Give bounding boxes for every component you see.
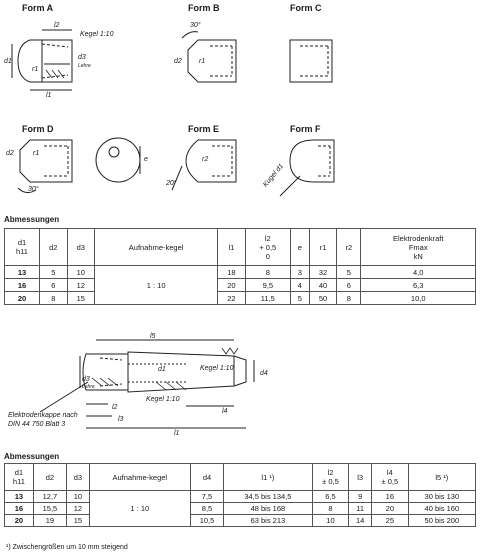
form-a-d3-sub: Lehre [78, 63, 91, 69]
table1-cell: 5 [337, 266, 361, 279]
table1-cell: 8 [40, 292, 68, 305]
table1-cell: 18 [218, 266, 246, 279]
table2-cell: 30 bis 130 [408, 491, 475, 503]
assembly-l5-label: l5 [150, 333, 156, 340]
form-d-d2-label: d2 [6, 150, 14, 157]
assembly-l3-label: l3 [118, 416, 124, 423]
table1-cell: 8 [245, 266, 290, 279]
table1-cell: 22 [218, 292, 246, 305]
table2-footnote: ¹) Zwischengrößen um 10 mm steigend [6, 544, 128, 551]
assembly-d3-label: d3 [82, 376, 90, 383]
form-f-title: Form F [290, 124, 321, 134]
form-d-drawing [18, 138, 140, 193]
table-row [5, 515, 476, 527]
table-row [5, 266, 476, 279]
table1-kegel-cell: 1 : 10 [95, 266, 218, 305]
form-f-drawing [280, 140, 334, 196]
table1-cell: 9,5 [245, 279, 290, 292]
table1-header-l1: l1 [218, 229, 246, 266]
table1-cell: 32 [309, 266, 337, 279]
table2-cell: 10 [67, 491, 90, 503]
table2-cell: 12,7 [33, 491, 66, 503]
form-d-angle-label: 30° [28, 186, 39, 193]
table2 [4, 463, 476, 527]
table2-cell: 14 [349, 515, 372, 527]
table1-cell: 50 [309, 292, 337, 305]
table2-cell: 13 [5, 491, 34, 503]
table2-cell: 7,5 [190, 491, 223, 503]
table1-header-e: e [290, 229, 309, 266]
table2-cell: 16 [371, 491, 408, 503]
form-e-r2-label: r2 [202, 156, 209, 163]
table2-cell: 12 [67, 503, 90, 515]
table1-cell: 20 [218, 279, 246, 292]
table1-cell: 6,3 [361, 279, 476, 292]
assembly-drawing [0, 326, 480, 446]
table2-cell: 25 [371, 515, 408, 527]
assembly-d3-sub: Lehre [82, 384, 95, 390]
table2-cell: 10,5 [190, 515, 223, 527]
table2-header-d3: d3 [67, 464, 90, 491]
table2-cell: 34,5 bis 134,5 [224, 491, 312, 503]
form-d-title: Form D [22, 124, 54, 134]
table1-cell: 10 [67, 266, 95, 279]
table2-cell: 20 [371, 503, 408, 515]
form-b-drawing [182, 32, 236, 82]
table1-cell: 10,0 [361, 292, 476, 305]
assembly-l4-label: l4 [222, 408, 228, 415]
form-a-d3-label: d3 [78, 54, 86, 61]
table1-header-l2: l2 + 0,5 0 [245, 229, 290, 266]
form-e-drawing [172, 140, 236, 190]
table1-header-d1: d1 h11 [5, 229, 40, 266]
assembly-kegel-bottom-label: Kegel 1:10 [146, 396, 180, 403]
table1-cell: 11,5 [245, 292, 290, 305]
table1 [4, 228, 476, 305]
table2-header-d1: d1 h11 [5, 464, 34, 491]
form-d-r1-label: r1 [33, 150, 40, 157]
form-b-d2-label: d2 [174, 58, 182, 65]
table1-header-r2: r2 [337, 229, 361, 266]
table2-cell: 63 bis 213 [224, 515, 312, 527]
table1-cell: 5 [290, 292, 309, 305]
table2-cell: 16 [5, 503, 34, 515]
table1-header-d2: d2 [40, 229, 68, 266]
table2-header-l3: l3 [349, 464, 372, 491]
table2-cell: 20 [5, 515, 34, 527]
table1-cell: 40 [309, 279, 337, 292]
table1-cell: 20 [5, 292, 40, 305]
table2-cell: 15 [67, 515, 90, 527]
table1-cell: 6 [337, 279, 361, 292]
table1-header-r1: r1 [309, 229, 337, 266]
form-d-e-label: e [144, 156, 148, 163]
table1-cell: 13 [5, 266, 40, 279]
table2-header-d4: d4 [190, 464, 223, 491]
form-a-r1-label: r1 [32, 66, 39, 73]
table2-cell: 19 [33, 515, 66, 527]
form-c-title: Form C [290, 3, 322, 13]
table1-header-d3: d3 [67, 229, 95, 266]
table2-header-l2: l2 ± 0,5 [312, 464, 349, 491]
table2-kegel-cell: 1 : 10 [89, 491, 190, 527]
assembly-d1-label: d1 [158, 366, 166, 373]
table1-cell: 15 [67, 292, 95, 305]
assembly-note-line1: Elektrodenkappe nach [8, 412, 78, 419]
table2-cell: 6,5 [312, 491, 349, 503]
table2-cell: 10 [312, 515, 349, 527]
form-a-l1-label: l1 [46, 92, 52, 99]
table1-cell: 5 [40, 266, 68, 279]
table1-section-title: Abmessungen [4, 215, 60, 224]
form-a-d1-label: d1 [4, 58, 12, 65]
table1-cell: 4 [290, 279, 309, 292]
table1-header-kegel: Aufnahme-kegel [95, 229, 218, 266]
table2-cell: 15,5 [33, 503, 66, 515]
table2-cell: 48 bis 168 [224, 503, 312, 515]
assembly-note-line2: DIN 44 750 Blatt 3 [8, 421, 66, 428]
form-e-angle-label: 20° [166, 180, 177, 187]
table1-header-force: Elektrodenkraft Fmax kN [361, 229, 476, 266]
table2-header-kegel: Aufnahme-kegel [89, 464, 190, 491]
assembly-kegel-top-label: Kegel 1:10 [200, 365, 234, 372]
form-b-angle-label: 30° [190, 22, 201, 29]
form-a-l2-label: l2 [54, 22, 60, 29]
assembly-d4-label: d4 [260, 370, 268, 377]
form-b-r1-label: r1 [199, 58, 206, 65]
table1-cell: 3 [290, 266, 309, 279]
table-row [5, 491, 476, 503]
table1-cell: 4,0 [361, 266, 476, 279]
table2-cell: 8 [312, 503, 349, 515]
table2-header-l5: l5 ¹) [408, 464, 475, 491]
table2-cell: 9 [349, 491, 372, 503]
table2-header-l4: l4 ± 0,5 [371, 464, 408, 491]
form-a-title: Form A [22, 3, 54, 13]
table2-cell: 40 bis 160 [408, 503, 475, 515]
table2-cell: 8,5 [190, 503, 223, 515]
table2-cell: 11 [349, 503, 372, 515]
table2-cell: 50 bis 200 [408, 515, 475, 527]
table2-section-title: Abmessungen [4, 452, 60, 461]
table1-cell: 12 [67, 279, 95, 292]
table-row [5, 292, 476, 305]
assembly-l1-label: l1 [174, 430, 180, 437]
table-row [5, 279, 476, 292]
forms-drawings [0, 0, 480, 210]
form-a-drawing [12, 30, 72, 90]
table2-header-d2: d2 [33, 464, 66, 491]
table1-cell: 8 [337, 292, 361, 305]
form-a-kegel-label: Kegel 1:10 [80, 31, 114, 38]
table-row [5, 503, 476, 515]
table2-header-l1: l1 ¹) [224, 464, 312, 491]
form-e-title: Form E [188, 124, 220, 134]
form-b-title: Form B [188, 3, 220, 13]
table1-cell: 6 [40, 279, 68, 292]
table1-cell: 16 [5, 279, 40, 292]
form-f-kugel-label: Kugel d1 [262, 162, 286, 189]
assembly-l2-label: l2 [112, 404, 118, 411]
form-c-drawing [290, 40, 332, 82]
